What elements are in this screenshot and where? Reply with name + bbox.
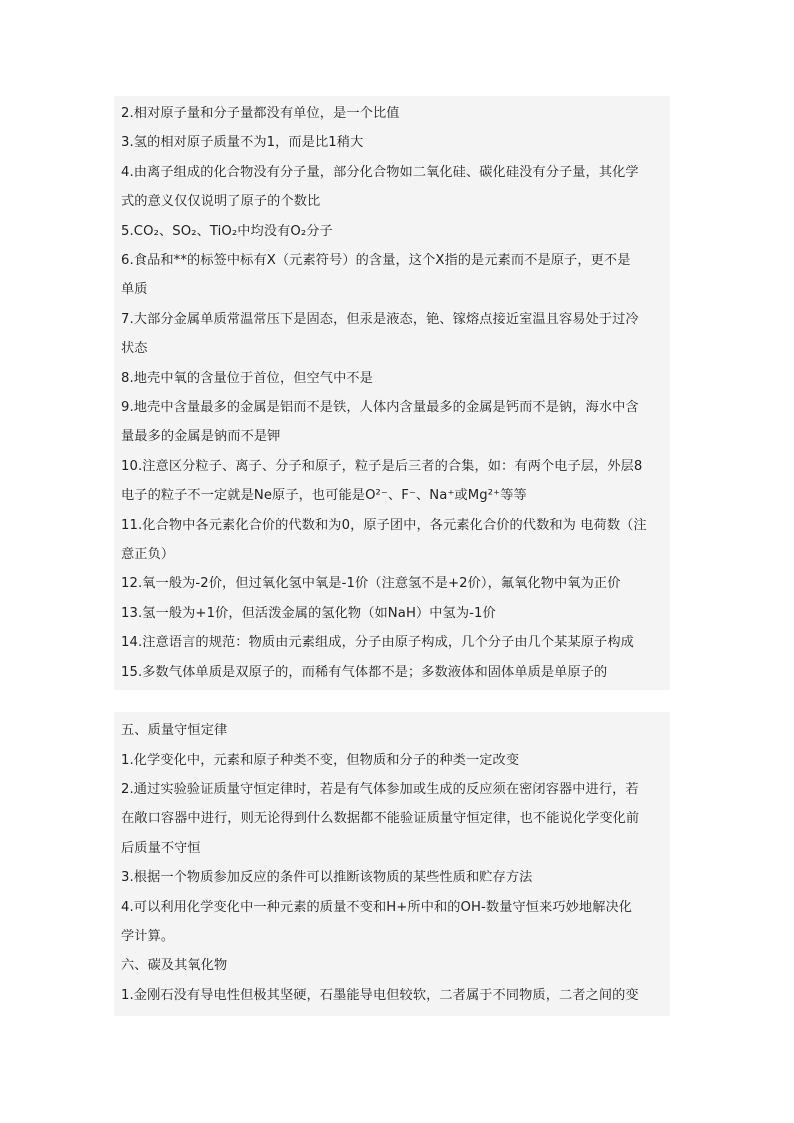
text-line: 3.根据一个物质参加反应的条件可以推断该物质的某些性质和贮存方法: [121, 870, 533, 885]
section-heading: 六、碳及其氧化物: [121, 958, 228, 973]
text-line: 6.食品和**的标签中标有X（元素符号）的含量，这个X指的是元素而不是原子，更不是: [121, 253, 631, 268]
text-line: 单质: [121, 282, 148, 297]
text-line: 量最多的金属是钠而不是钾: [121, 429, 281, 444]
text-line: 8.地壳中氧的含量位于首位，但空气中不是: [121, 371, 373, 386]
text-line: 在敞口容器中进行，则无论得到什么数据都不能验证质量守恒定律，也不能说化学变化前: [121, 811, 640, 826]
text-line: 7.大部分金属单质常温常压下是固态，但汞是液态，铯、镓熔点接近室温且容易处于过冷: [121, 312, 639, 327]
text-line: 学计算。: [121, 929, 175, 944]
text-line: 12.氧一般为-2价，但过氧化氢中氧是-1价（注意氢不是+2价），氟氧化物中氧为正价: [121, 576, 621, 591]
text-line: 15.多数气体单质是双原子的，而稀有气体都不是；多数液体和固体单质是单原子的: [121, 665, 608, 680]
text-line: 11.化合物中各元素化合价的代数和为0，原子团中，各元素化合价的代数和为 电荷数（注: [121, 518, 647, 533]
text-line: 4.可以利用化学变化中一种元素的质量不变和H+所中和的OH-数量守恒来巧妙地解决化: [121, 900, 633, 915]
text-line: 9.地壳中含量最多的金属是铝而不是铁，人体内含量最多的金属是钙而不是钠，海水中含: [121, 400, 639, 415]
text-line: 5.CO₂、SO₂、TiO₂中均没有O₂分子: [121, 224, 333, 239]
text-line: 意正负）: [121, 547, 175, 562]
text-line: 1.化学变化中，元素和原子种类不变，但物质和分子的种类一定改变: [121, 753, 520, 768]
text-block-background: [114, 96, 670, 690]
section-heading: 五、质量守恒定律: [121, 723, 228, 738]
text-line: 14.注意语言的规范：物质由元素组成，分子由原子构成，几个分子由几个某某原子构成: [121, 635, 634, 650]
text-line: 状态: [121, 341, 148, 356]
text-line: 10.注意区分粒子、离子、分子和原子，粒子是后三者的合集，如：有两个电子层，外层8: [121, 459, 643, 474]
text-line: 3.氢的相对原子质量不为1，而是比1稍大: [121, 135, 364, 150]
text-line: 2.相对原子量和分子量都没有单位，是一个比值: [121, 106, 400, 121]
text-line: 后质量不守恒: [121, 841, 201, 856]
text-line: 电子的粒子不一定就是Ne原子，也可能是O²⁻、F⁻、Na⁺或Mg²⁺等等: [121, 488, 527, 503]
text-line: 13.氢一般为+1价，但活泼金属的氢化物（如NaH）中氢为-1价: [121, 606, 496, 621]
text-line: 2.通过实验验证质量守恒定律时，若是有气体参加或生成的反应须在密闭容器中进行，若: [121, 782, 639, 797]
text-line: 1.金刚石没有导电性但极其坚硬，石墨能导电但较软，二者属于不同物质，二者之间的变: [121, 988, 639, 1003]
text-line: 式的意义仅仅说明了原子的个数比: [121, 194, 321, 209]
text-line: 4.由离子组成的化合物没有分子量，部分化合物如二氧化硅、碳化硅没有分子量，其化学: [121, 165, 639, 180]
